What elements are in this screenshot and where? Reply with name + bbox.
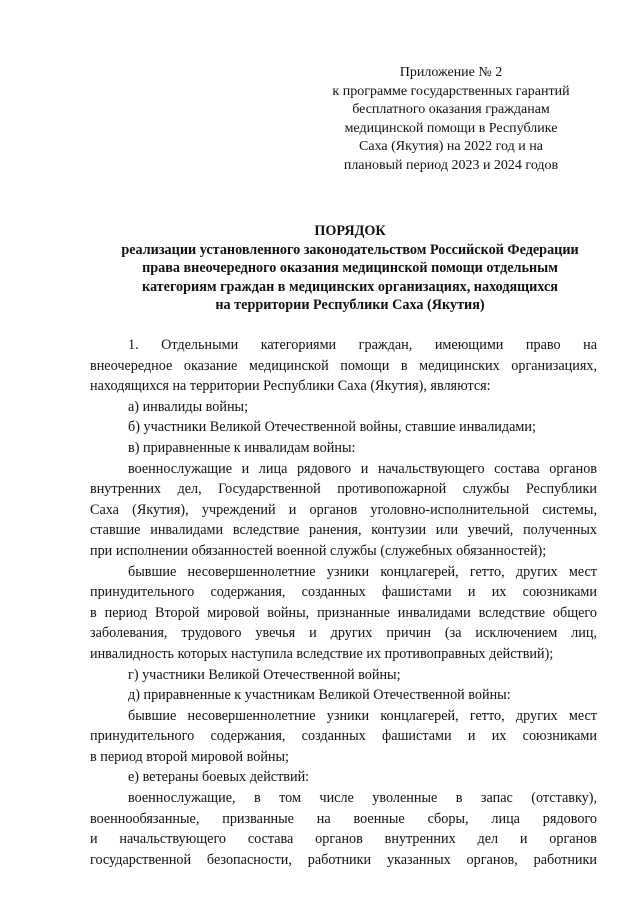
- body-line: заболевания, трудового увечья и других причин (за исключением лиц,: [90, 625, 597, 642]
- appendix-line: Приложение № 2: [399, 65, 503, 80]
- body-line: а) инвалиды войны;: [128, 398, 249, 415]
- body-line: бывшие несовершеннолетние узники концлагерей, гетто, других мест: [128, 563, 597, 580]
- body-line: и начальствующего состава органов внутренних дел и органов: [90, 831, 597, 848]
- title-line: категориям граждан в медицинских организациях, находящихся: [142, 278, 558, 295]
- body-line: Саха (Якутия), учреждений и органов уголовно-исполнительной системы,: [90, 501, 597, 518]
- body-line: ставшие инвалидами вследствие ранения, контузии или увечий, полученных: [90, 522, 597, 539]
- body-line: в) приравненные к инвалидам войны:: [128, 439, 356, 456]
- body-line: г) участники Великой Отечественной войны;: [128, 666, 401, 683]
- document-title: [86, 222, 614, 315]
- title-line: права внеочередного оказания медицинской помощи отдельным: [142, 260, 558, 277]
- body-line: государственной безопасности, работники указанных органов, работники: [90, 851, 597, 868]
- title-heading: ПОРЯДОК: [314, 223, 386, 239]
- appendix-line: к программе государственных гарантий: [332, 83, 570, 99]
- body-text: [90, 335, 597, 870]
- appendix-line: медицинской помощи в Республике: [344, 120, 558, 136]
- appendix-line: бесплатного оказания гражданам: [352, 102, 550, 117]
- body-line: находящихся на территории Республики Саха (Якутия), являются:: [90, 378, 491, 395]
- appendix-line: плановый период 2023 и 2024 годов: [343, 157, 559, 173]
- body-line: принудительного содержания, созданных фашистами и их союзниками: [90, 584, 597, 601]
- body-line: военнообязанные, призванные на военные сборы, лица рядового: [90, 810, 597, 827]
- body-line: д) приравненные к участникам Великой Отечественной войны:: [128, 687, 511, 704]
- body-line: принудительного содержания, созданных фашистами и их союзниками: [90, 728, 597, 745]
- title-line: на территории Республики Саха (Якутия): [215, 297, 485, 314]
- body-line: внутренних дел, Государственной противопожарной службы Республики: [90, 481, 597, 498]
- body-line: военнослужащие, в том числе уволенные в запас (отставку),: [128, 790, 597, 807]
- body-line: б) участники Великой Отечественной войны, ставшие инвалидами;: [128, 419, 536, 436]
- body-line: военнослужащие и лица рядового и начальствующего состава органов: [128, 460, 597, 477]
- body-line: в период второй мировой войны;: [90, 748, 289, 765]
- body-line: в период Второй мировой войны, признанные инвалидами вследствие общего: [90, 604, 597, 621]
- body-line: бывшие несовершеннолетние узники концлагерей, гетто, других мест: [128, 707, 597, 724]
- appendix-note: [300, 64, 602, 175]
- body-line: инвалидность которых наступила вследствие их противоправных действий);: [90, 645, 554, 662]
- appendix-line: Саха (Якутия) на 2022 год и на: [359, 139, 543, 154]
- body-line: при исполнении обязанностей военной службы (служебных обязанностей);: [90, 542, 547, 559]
- body-line: е) ветераны боевых действий:: [128, 769, 310, 786]
- title-line: реализации установленного законодательством Российской Федерации: [121, 241, 579, 258]
- body-line: 1. Отдельными категориями граждан, имеющими право на: [128, 337, 597, 353]
- body-line: внеочередное оказание медицинской помощи в медицинских организациях,: [90, 357, 597, 374]
